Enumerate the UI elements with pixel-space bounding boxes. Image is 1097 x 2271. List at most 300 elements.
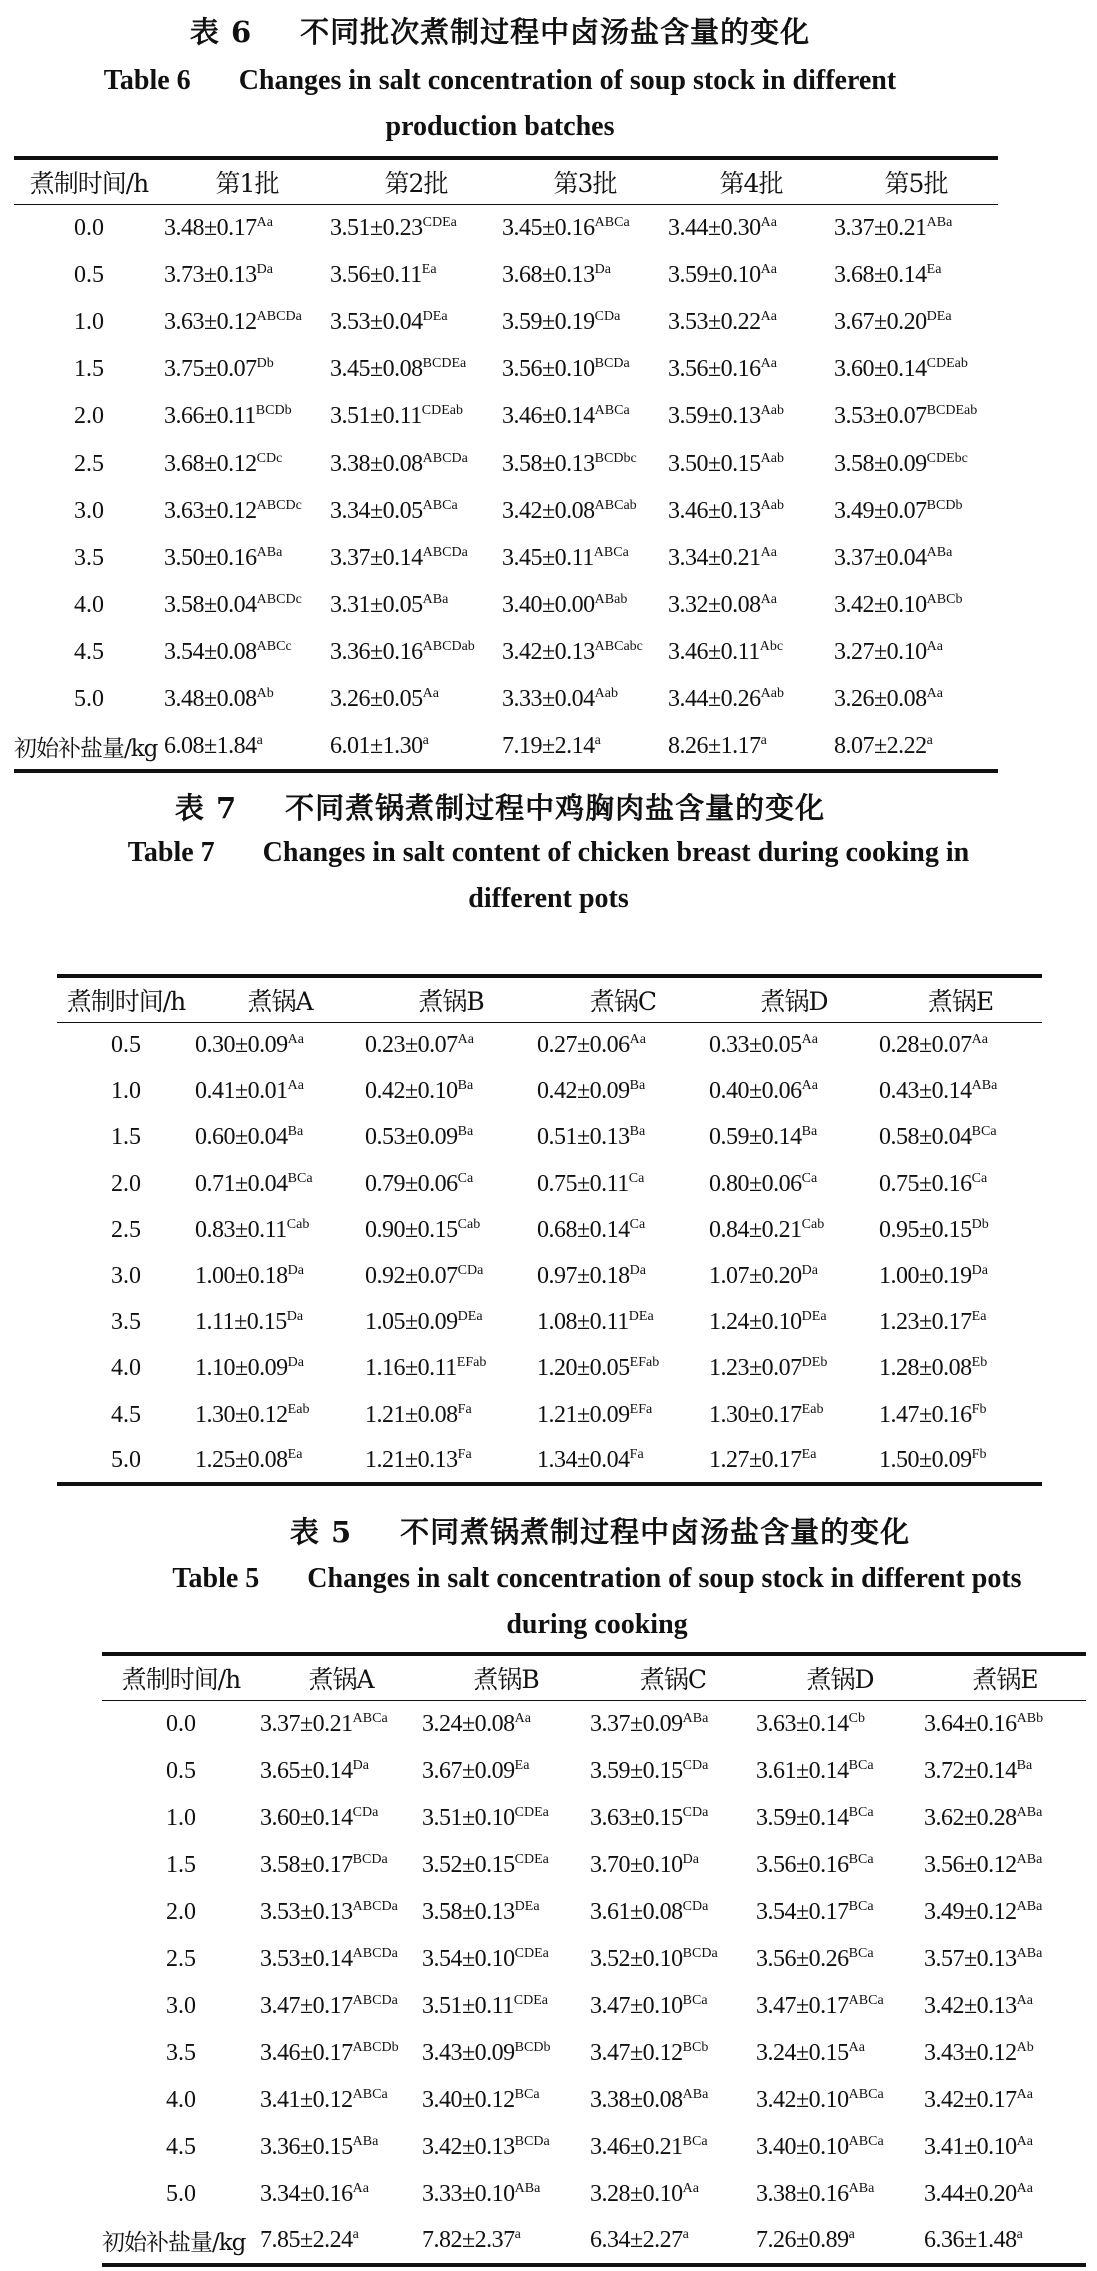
cell-significance-letters: BCa — [514, 2086, 540, 2102]
cell-value: 0.79±0.06 — [365, 1170, 458, 1197]
cell-value: 7.19±2.14 — [502, 732, 595, 759]
table-cell — [668, 535, 834, 582]
cell-significance-letters: Fb — [971, 1446, 987, 1462]
cell-significance-letters: ABa — [256, 544, 283, 560]
table-cell — [709, 1300, 879, 1346]
row-label: 0.5 — [166, 1757, 196, 1784]
cell-value: 3.61±0.14 — [756, 1757, 849, 1784]
cell-value: 3.50±0.16 — [164, 544, 257, 571]
table-cell — [422, 1701, 590, 1748]
table-cell — [365, 1438, 537, 1484]
cell-significance-letters: Ea — [801, 1446, 817, 1462]
cell-significance-letters: a — [926, 732, 933, 748]
cell-value: 3.56±0.16 — [668, 356, 761, 383]
table-cell — [709, 1115, 879, 1161]
table5-header-0: 煮制时间/h — [102, 1654, 260, 1701]
cell-significance-letters: CDa — [352, 1804, 379, 1820]
table5-header-5: 煮锅E — [924, 1654, 1086, 1701]
cell-value: 1.21±0.09 — [537, 1401, 630, 1428]
row-label: 0.5 — [111, 1032, 141, 1059]
table6-caption-en-line1 — [0, 58, 1000, 104]
cell-value: 3.68±0.14 — [834, 261, 927, 288]
table6-caption-cn — [0, 10, 1000, 51]
table-row — [102, 1936, 1086, 1983]
cell-significance-letters: Fa — [629, 1446, 644, 1462]
cell-significance-letters: BCDa — [352, 1851, 388, 1867]
table-cell — [834, 299, 998, 346]
table-cell — [330, 440, 502, 487]
cell-value: 3.37±0.21 — [834, 214, 927, 241]
table6-caption-cn-text: 不同批次煮制过程中卤汤盐含量的变化 — [300, 15, 811, 49]
cell-significance-letters: Aa — [629, 1032, 646, 1048]
cell-significance-letters: EFa — [629, 1401, 653, 1417]
cell-value: 1.34±0.04 — [537, 1446, 630, 1473]
table6-header-1: 第1批 — [164, 158, 330, 205]
cell-significance-letters: BCDa — [682, 1945, 718, 1961]
table-cell — [879, 1161, 1042, 1207]
table-cell — [709, 1346, 879, 1392]
table-cell — [330, 724, 502, 771]
cell-significance-letters: BCb — [682, 2039, 709, 2055]
table-cell — [879, 1253, 1042, 1299]
cell-significance-letters: ABCa — [848, 2086, 884, 2102]
cell-significance-letters: Cb — [848, 1710, 866, 1726]
cell-significance-letters: Aa — [760, 261, 777, 277]
cell-significance-letters: Cab — [286, 1216, 310, 1232]
table5-caption-en-line1 — [97, 1556, 1097, 1602]
table-cell — [924, 1701, 1086, 1748]
cell-significance-letters: Aa — [801, 1078, 818, 1094]
table-cell — [502, 205, 668, 252]
table-cell — [164, 724, 330, 771]
table-row — [57, 1438, 1042, 1484]
cell-value: 3.44±0.26 — [668, 686, 761, 713]
cell-value: 3.24±0.15 — [756, 2039, 849, 2066]
cell-value: 3.49±0.07 — [834, 497, 927, 524]
cell-significance-letters: Ca — [971, 1170, 988, 1186]
table-row — [14, 440, 998, 487]
table-cell — [422, 2171, 590, 2218]
cell-significance-letters: Aa — [801, 1032, 818, 1048]
cell-value: 3.38±0.08 — [590, 2086, 683, 2113]
cell-value: 3.36±0.15 — [260, 2133, 353, 2160]
cell-value: 3.26±0.08 — [834, 686, 927, 713]
cell-value: 3.56±0.12 — [924, 1851, 1017, 1878]
cell-significance-letters: Db — [256, 356, 274, 372]
cell-significance-letters: a — [422, 732, 429, 748]
table-cell — [668, 629, 834, 676]
cell-value: 3.44±0.20 — [924, 2180, 1017, 2207]
table-cell — [709, 1438, 879, 1484]
table-cell — [422, 1983, 590, 2030]
cell-significance-letters: Ca — [629, 1216, 646, 1232]
cell-significance-letters: Ba — [1016, 1757, 1033, 1773]
table5-caption-cn-number: 表 5 — [289, 1515, 353, 1549]
table-row — [14, 393, 998, 440]
cell-value: 3.51±0.11 — [422, 1992, 514, 2019]
table-row — [102, 1795, 1086, 1842]
table5-header-3: 煮锅C — [590, 1654, 756, 1701]
cell-significance-letters: Ca — [801, 1170, 818, 1186]
table-cell — [879, 1346, 1042, 1392]
table-cell — [879, 1438, 1042, 1484]
row-label: 1.0 — [111, 1078, 141, 1105]
table-cell — [756, 1983, 924, 2030]
table7-caption-en-number: Table 7 — [127, 837, 215, 868]
table-cell — [422, 2077, 590, 2124]
table-row — [102, 1701, 1086, 1748]
table-cell — [422, 1936, 590, 1983]
table-cell — [502, 393, 668, 440]
table6-header-3: 第3批 — [502, 158, 668, 205]
cell-significance-letters: Da — [682, 1851, 699, 1867]
table-cell — [668, 299, 834, 346]
cell-significance-letters: ABa — [352, 2133, 379, 2149]
table-cell — [537, 1438, 709, 1484]
cell-value: 3.59±0.14 — [756, 1804, 849, 1831]
table-row — [57, 1392, 1042, 1438]
cell-value: 1.28±0.08 — [879, 1355, 972, 1382]
cell-significance-letters: EFab — [456, 1355, 487, 1371]
cell-significance-letters: ABCabc — [594, 639, 643, 655]
cell-significance-letters: Fa — [457, 1401, 472, 1417]
cell-significance-letters: CDEab — [926, 356, 968, 372]
table-cell — [756, 1795, 924, 1842]
table-cell — [502, 346, 668, 393]
cell-value: 3.37±0.04 — [834, 544, 927, 571]
cell-significance-letters: Ea — [926, 261, 942, 277]
table-cell — [834, 393, 998, 440]
row-label: 5.0 — [166, 2180, 196, 2207]
table5 — [102, 1652, 1086, 2267]
cell-value: 3.53±0.13 — [260, 1898, 353, 1925]
cell-value: 3.40±0.12 — [422, 2086, 515, 2113]
cell-value: 0.23±0.07 — [365, 1032, 458, 1059]
row-label: 3.0 — [111, 1263, 141, 1290]
cell-value: 0.42±0.10 — [365, 1078, 458, 1105]
cell-significance-letters: BCa — [682, 1992, 708, 2008]
table-cell — [834, 488, 998, 535]
table-cell — [834, 676, 998, 723]
cell-significance-letters: Da — [256, 261, 273, 277]
cell-value: 6.34±2.27 — [590, 2226, 683, 2253]
cell-value: 3.47±0.10 — [590, 1992, 683, 2019]
table7-header-1: 煮锅A — [195, 976, 365, 1023]
table-cell — [330, 582, 502, 629]
table-cell — [924, 2030, 1086, 2077]
row-label: 1.5 — [74, 356, 104, 383]
table-cell — [834, 205, 998, 252]
row-label: 4.5 — [74, 639, 104, 666]
table-cell — [590, 1748, 756, 1795]
table-cell — [756, 2171, 924, 2218]
cell-value: 3.70±0.10 — [590, 1851, 683, 1878]
table-cell — [834, 582, 998, 629]
cell-significance-letters: BCDb — [514, 2039, 551, 2055]
table-row — [14, 629, 998, 676]
table-cell — [164, 393, 330, 440]
table-cell — [590, 1936, 756, 1983]
row-label: 1.0 — [166, 1804, 196, 1831]
row-label: 4.5 — [111, 1401, 141, 1428]
cell-significance-letters: EFab — [629, 1355, 660, 1371]
table-cell — [195, 1346, 365, 1392]
cell-value: 1.11±0.15 — [195, 1309, 287, 1336]
cell-value: 3.60±0.14 — [834, 356, 927, 383]
row-label: 5.0 — [57, 1438, 195, 1484]
table7-caption-en-line2: different pots — [468, 883, 629, 914]
table7-header-0: 煮制时间/h — [57, 976, 195, 1023]
table-cell — [924, 2218, 1086, 2265]
table-row — [57, 1253, 1042, 1299]
cell-significance-letters: ABCDa — [352, 1945, 398, 1961]
row-label: 0.0 — [74, 214, 104, 241]
table-row — [14, 676, 998, 723]
cell-value: 0.92±0.07 — [365, 1263, 458, 1290]
cell-value: 3.48±0.08 — [164, 686, 257, 713]
table-cell — [502, 629, 668, 676]
table-cell — [756, 2030, 924, 2077]
cell-value: 3.53±0.14 — [260, 1945, 353, 1972]
cell-significance-letters: BCa — [848, 1898, 874, 1914]
cell-value: 0.43±0.14 — [879, 1078, 972, 1105]
row-label: 3.0 — [74, 497, 104, 524]
cell-value: 7.85±2.24 — [260, 2226, 353, 2253]
cell-value: 1.50±0.09 — [879, 1446, 972, 1473]
cell-value: 3.45±0.08 — [330, 356, 423, 383]
cell-significance-letters: ABa — [1016, 1851, 1043, 1867]
cell-significance-letters: ABab — [594, 592, 628, 608]
cell-significance-letters: CDEa — [513, 1992, 548, 2008]
cell-value: 3.73±0.13 — [164, 261, 257, 288]
table6-header-0: 煮制时间/h — [14, 158, 164, 205]
cell-value: 3.45±0.16 — [502, 214, 595, 241]
cell-value: 1.25±0.08 — [195, 1446, 288, 1473]
cell-value: 0.27±0.06 — [537, 1032, 630, 1059]
cell-significance-letters: a — [1016, 2226, 1023, 2242]
table-row — [14, 488, 998, 535]
table-cell — [590, 1842, 756, 1889]
table6-caption-en-text: Changes in salt concentration of soup stock in different — [238, 65, 897, 96]
table-cell — [668, 488, 834, 535]
row-label: 5.0 — [74, 686, 104, 713]
cell-significance-letters: Da — [352, 1757, 369, 1773]
table-cell — [195, 1115, 365, 1161]
cell-significance-letters: a — [352, 2226, 359, 2242]
cell-significance-letters: Aa — [760, 356, 777, 372]
cell-significance-letters: BCDa — [594, 356, 630, 372]
cell-value: 0.51±0.13 — [537, 1124, 630, 1151]
cell-value: 3.37±0.14 — [330, 544, 423, 571]
cell-value: 3.46±0.17 — [260, 2039, 353, 2066]
cell-significance-letters: Ea — [514, 1757, 530, 1773]
table-cell — [330, 535, 502, 582]
table-cell — [195, 1161, 365, 1207]
cell-significance-letters: ABCa — [352, 2086, 388, 2102]
table-cell — [330, 252, 502, 299]
cell-value: 3.54±0.10 — [422, 1945, 515, 1972]
table-cell — [709, 1253, 879, 1299]
table-cell — [195, 1023, 365, 1069]
table6 — [14, 156, 998, 773]
cell-value: 3.60±0.14 — [260, 1804, 353, 1831]
cell-significance-letters: Aa — [848, 2039, 865, 2055]
cell-value: 3.47±0.17 — [260, 1992, 353, 2019]
cell-value: 3.59±0.19 — [502, 308, 595, 335]
table-cell — [709, 1069, 879, 1115]
cell-value: 3.68±0.12 — [164, 450, 257, 477]
cell-value: 3.38±0.08 — [330, 450, 423, 477]
cell-significance-letters: Ea — [971, 1309, 987, 1325]
table-cell — [668, 724, 834, 771]
table-cell — [195, 1300, 365, 1346]
row-label: 1.5 — [111, 1124, 141, 1151]
table-row — [102, 1842, 1086, 1889]
cell-value: 3.68±0.13 — [502, 261, 595, 288]
table7-header-row — [57, 976, 1042, 1023]
cell-significance-letters: ABCc — [256, 639, 292, 655]
cell-significance-letters: Ea — [421, 261, 437, 277]
cell-value: 3.53±0.22 — [668, 308, 761, 335]
table-cell — [260, 2171, 422, 2218]
cell-significance-letters: Aa — [1016, 2086, 1033, 2102]
cell-significance-letters: ABa — [848, 2180, 875, 2196]
row-label: 2.0 — [74, 403, 104, 430]
table-cell — [260, 1936, 422, 1983]
cell-significance-letters: Aa — [1016, 2180, 1033, 2196]
table-cell — [879, 1023, 1042, 1069]
cell-significance-letters: Da — [287, 1263, 304, 1279]
cell-significance-letters: Abc — [759, 639, 784, 655]
cell-value: 3.43±0.12 — [924, 2039, 1017, 2066]
cell-significance-letters: ABCDa — [256, 308, 302, 324]
cell-significance-letters: Fb — [971, 1401, 987, 1417]
cell-value: 6.01±1.30 — [330, 732, 423, 759]
cell-value: 3.63±0.14 — [756, 1710, 849, 1737]
table-cell — [668, 205, 834, 252]
cell-value: 0.84±0.21 — [709, 1216, 802, 1243]
cell-value: 3.42±0.10 — [756, 2086, 849, 2113]
table-row — [102, 1889, 1086, 1936]
cell-significance-letters: Eab — [801, 1401, 824, 1417]
cell-significance-letters: ABa — [1016, 1804, 1043, 1820]
row-label: 4.5 — [166, 2133, 196, 2160]
cell-value: 3.37±0.21 — [260, 1710, 353, 1737]
cell-significance-letters: Db — [971, 1216, 989, 1232]
cell-value: 6.36±1.48 — [924, 2226, 1017, 2253]
cell-significance-letters: ABCa — [848, 2133, 884, 2149]
cell-value: 0.83±0.11 — [195, 1216, 287, 1243]
table-cell — [330, 676, 502, 723]
cell-significance-letters: BCa — [848, 1757, 874, 1773]
table-cell — [422, 1842, 590, 1889]
cell-value: 3.47±0.12 — [590, 2039, 683, 2066]
table-cell — [365, 1346, 537, 1392]
table-cell — [365, 1115, 537, 1161]
table-cell — [195, 1438, 365, 1484]
table-cell — [590, 1795, 756, 1842]
table-cell — [924, 2077, 1086, 2124]
cell-value: 3.56±0.26 — [756, 1945, 849, 1972]
cell-significance-letters: Cab — [457, 1216, 481, 1232]
cell-value: 3.37±0.09 — [590, 1710, 683, 1737]
table-cell — [709, 1161, 879, 1207]
row-label: 3.5 — [166, 2039, 196, 2066]
row-label: 4.0 — [111, 1355, 141, 1382]
table-cell — [260, 2124, 422, 2171]
cell-value: 7.82±2.37 — [422, 2226, 515, 2253]
cell-significance-letters: Aab — [760, 686, 784, 702]
table-cell — [195, 1253, 365, 1299]
cell-value: 3.50±0.15 — [668, 450, 761, 477]
cell-significance-letters: Ba — [457, 1124, 474, 1140]
cell-significance-letters: BCDb — [255, 403, 292, 419]
table-cell — [537, 1161, 709, 1207]
table-cell — [756, 1748, 924, 1795]
cell-significance-letters: ABa — [1016, 1898, 1043, 1914]
table5-caption-cn — [100, 1510, 1097, 1551]
cell-significance-letters: ABCa — [422, 497, 458, 513]
table-cell — [422, 1795, 590, 1842]
cell-significance-letters: Aab — [760, 497, 784, 513]
row-label: 4.0 — [166, 2086, 196, 2113]
cell-significance-letters: ABb — [1016, 1710, 1044, 1726]
cell-significance-letters: ABCb — [926, 592, 963, 608]
cell-value: 3.31±0.05 — [330, 592, 423, 619]
cell-significance-letters: ABCDc — [256, 497, 302, 513]
cell-significance-letters: Aa — [457, 1032, 474, 1048]
cell-value: 3.45±0.11 — [502, 544, 594, 571]
table-row — [102, 2171, 1086, 2218]
table-cell — [756, 1842, 924, 1889]
cell-value: 3.41±0.12 — [260, 2086, 353, 2113]
row-label: 4.0 — [74, 592, 104, 619]
table-cell — [330, 393, 502, 440]
table5-header-2: 煮锅B — [422, 1654, 590, 1701]
cell-value: 3.40±0.10 — [756, 2133, 849, 2160]
cell-significance-letters: Aa — [926, 639, 943, 655]
cell-significance-letters: Ba — [287, 1124, 304, 1140]
cell-significance-letters: Da — [287, 1355, 304, 1371]
cell-value: 3.44±0.30 — [668, 214, 761, 241]
cell-value: 0.33±0.05 — [709, 1032, 802, 1059]
row-label: 1.0 — [74, 308, 104, 335]
cell-value: 3.33±0.10 — [422, 2180, 515, 2207]
cell-significance-letters: a — [760, 732, 767, 748]
table-cell — [924, 1889, 1086, 1936]
cell-significance-letters: Da — [801, 1263, 818, 1279]
cell-value: 3.54±0.08 — [164, 639, 257, 666]
row-label: 0.0 — [166, 1710, 196, 1737]
cell-significance-letters: DEb — [801, 1355, 828, 1371]
cell-value: 3.42±0.13 — [924, 1992, 1017, 2019]
cell-value: 0.90±0.15 — [365, 1216, 458, 1243]
table-row — [14, 535, 998, 582]
table-cell — [365, 1023, 537, 1069]
table-row — [14, 724, 998, 771]
table-cell — [834, 252, 998, 299]
cell-value: 0.97±0.18 — [537, 1263, 630, 1290]
cell-value: 1.24±0.10 — [709, 1309, 802, 1336]
table-cell — [365, 1161, 537, 1207]
cell-value: 1.21±0.08 — [365, 1401, 458, 1428]
table7-body — [57, 1023, 1042, 1485]
table-cell — [756, 1936, 924, 1983]
table-cell — [756, 2124, 924, 2171]
table-cell — [590, 2124, 756, 2171]
table7-caption-en — [0, 830, 1097, 922]
cell-value: 1.07±0.20 — [709, 1263, 802, 1290]
